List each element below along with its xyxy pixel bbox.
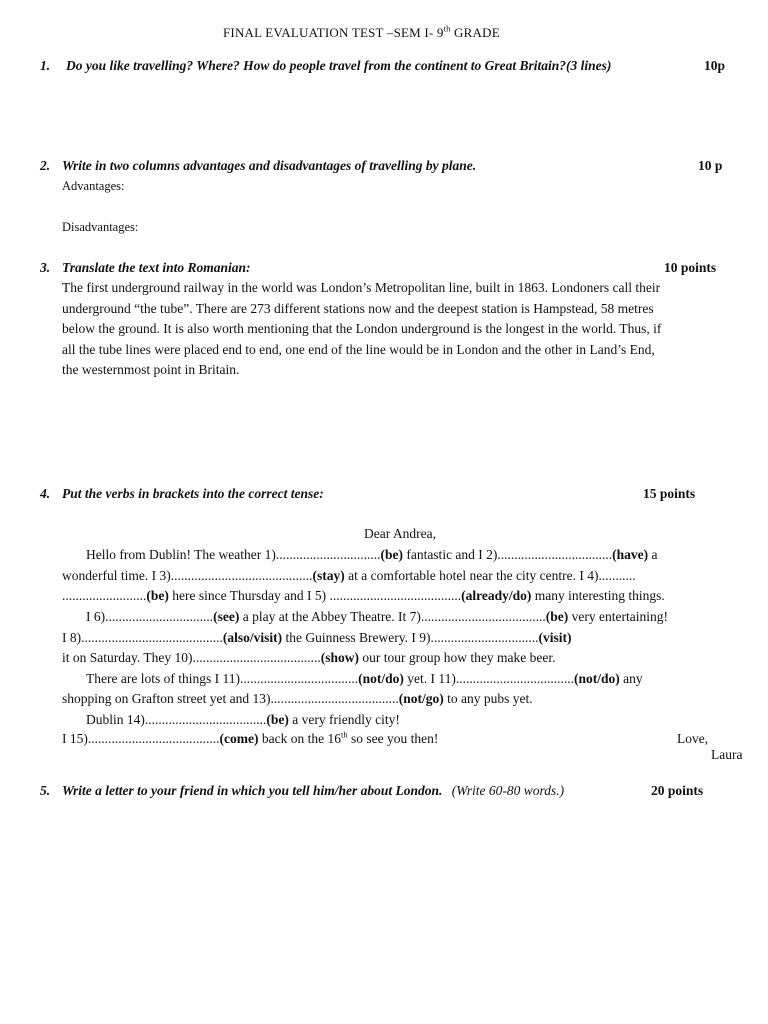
q2-number: 2. bbox=[40, 158, 51, 173]
title-superscript: th bbox=[443, 23, 451, 34]
letter-text: here since Thursday and I 5) ....................................... bbox=[168, 588, 462, 603]
q5-text bbox=[62, 783, 564, 799]
verb-prompt: (also/visit) bbox=[222, 630, 283, 645]
q5-instruction: Write a letter to your friend in which you tell him/her about London. bbox=[62, 783, 443, 798]
verb-prompt: (be) bbox=[545, 609, 569, 624]
title-text: FINAL EVALUATION TEST –SEM I- 9 bbox=[223, 25, 444, 40]
letter-text: a bbox=[648, 547, 658, 562]
translation-line: underground “the tube”. There are 273 different stations now and the deepest station is Hampstead, 58 metres bbox=[62, 301, 654, 316]
letter-line bbox=[86, 609, 668, 625]
letter-line bbox=[62, 568, 636, 584]
letter-text: I 15)....................................... bbox=[62, 731, 220, 746]
letter-text: Hello from Dublin! The weather 1)............................... bbox=[86, 547, 381, 562]
title-text-end: GRADE bbox=[450, 25, 500, 40]
letter-text: There are lots of things I 11)................................... bbox=[86, 671, 359, 686]
letter-text: I 6)................................ bbox=[86, 609, 214, 624]
letter-text: wonderful time. I 3).......................................... bbox=[62, 568, 313, 583]
letter-text: a play at the Abbey Theatre. It 7)..................................... bbox=[239, 609, 546, 624]
ordinal-superscript: th bbox=[340, 729, 348, 740]
letter-text: our tour group how they make beer. bbox=[359, 650, 556, 665]
letter-text: yet. I 11)................................... bbox=[403, 671, 574, 686]
translation-line: all the tube lines were placed end to end, one end of the line would be in London and the other in Land’s End, bbox=[62, 342, 655, 357]
q1-text: Do you like travelling? Where? How do people travel from the continent to Great Britain?(3 lines) bbox=[66, 58, 612, 73]
letter-line bbox=[62, 630, 571, 646]
q4-points: 15 points bbox=[643, 486, 696, 501]
letter-text: back on the 16 bbox=[258, 731, 341, 746]
verb-prompt: (already/do) bbox=[461, 588, 532, 603]
letter-text: very entertaining! bbox=[568, 609, 669, 624]
letter-closing: Love, bbox=[677, 731, 709, 746]
q5-word-count-note: (Write 60-80 words.) bbox=[451, 783, 565, 798]
letter-line bbox=[86, 712, 400, 728]
q3-number: 3. bbox=[40, 260, 51, 275]
letter-line bbox=[62, 588, 665, 604]
q5-points: 20 points bbox=[651, 783, 704, 798]
q5-number: 5. bbox=[40, 783, 51, 798]
q2-text: Write in two columns advantages and disadvantages of travelling by plane. bbox=[62, 158, 477, 173]
verb-prompt: (not/go) bbox=[398, 691, 444, 706]
verb-prompt: (have) bbox=[612, 547, 649, 562]
letter-text: I 8).......................................... bbox=[62, 630, 223, 645]
verb-prompt: (come) bbox=[219, 731, 259, 746]
letter-text: at a comfortable hotel near the city centre. I 4)........... bbox=[344, 568, 636, 583]
advantages-label: Advantages: bbox=[62, 179, 125, 193]
verb-prompt: (be) bbox=[266, 712, 289, 727]
letter-text: shopping on Grafton street yet and 13)...................................... bbox=[62, 691, 399, 706]
letter-text: any bbox=[619, 671, 643, 686]
q2-points: 10 p bbox=[698, 158, 723, 173]
letter-text: fantastic and I 2).................................. bbox=[402, 547, 613, 562]
page-title bbox=[223, 25, 500, 41]
letter-text: the Guinness Brewery. I 9)................................ bbox=[282, 630, 539, 645]
letter-line bbox=[62, 691, 533, 707]
translation-line: The first underground railway in the world was London’s Metropolitan line, built in 1863. Londoners call their bbox=[62, 280, 661, 295]
verb-prompt: (stay) bbox=[312, 568, 345, 583]
verb-prompt: (see) bbox=[213, 609, 240, 624]
verb-prompt: (be) bbox=[146, 588, 169, 603]
letter-signature: Laura bbox=[711, 747, 743, 762]
letter-greeting: Dear Andrea, bbox=[364, 526, 436, 541]
verb-prompt: (visit) bbox=[538, 630, 572, 645]
q3-text: Translate the text into Romanian: bbox=[62, 260, 251, 275]
disadvantages-label: Disadvantages: bbox=[62, 220, 139, 234]
letter-text: a very friendly city! bbox=[288, 712, 400, 727]
q4-number: 4. bbox=[40, 486, 51, 501]
q1-number: 1. bbox=[40, 58, 51, 73]
q1-points: 10p bbox=[704, 58, 726, 73]
letter-text: to any pubs yet. bbox=[443, 691, 533, 706]
letter-line bbox=[86, 547, 658, 563]
verb-prompt: (show) bbox=[320, 650, 359, 665]
letter-text: it on Saturday. They 10)...................................... bbox=[62, 650, 321, 665]
verb-prompt: (not/do) bbox=[573, 671, 620, 686]
letter-line bbox=[86, 671, 643, 687]
verb-prompt: (be) bbox=[380, 547, 403, 562]
q4-text: Put the verbs in brackets into the correct tense: bbox=[62, 486, 324, 501]
letter-text: ......................... bbox=[62, 588, 147, 603]
verb-prompt: (not/do) bbox=[358, 671, 404, 686]
q3-points: 10 points bbox=[664, 260, 717, 275]
letter-text: Dublin 14).................................... bbox=[86, 712, 267, 727]
translation-line: the westernmost point in Britain. bbox=[62, 362, 240, 377]
letter-line bbox=[62, 731, 438, 747]
letter-text: so see you then! bbox=[347, 731, 439, 746]
translation-line: below the ground. It is also worth mentioning that the London underground is the longest in the world. Thus, if bbox=[62, 321, 662, 336]
letter-text: many interesting things. bbox=[531, 588, 665, 603]
letter-line bbox=[62, 650, 555, 666]
